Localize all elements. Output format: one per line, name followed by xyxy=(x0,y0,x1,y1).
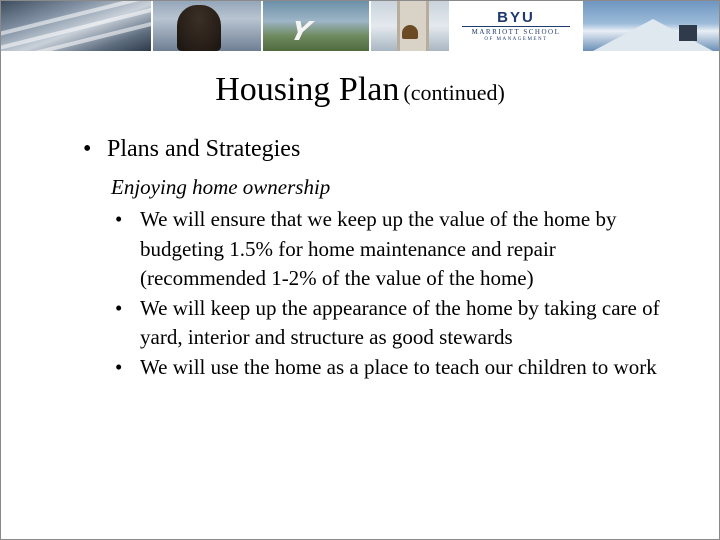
bullet-icon: • xyxy=(83,136,92,162)
slide-title xyxy=(1,71,719,109)
bullet-icon: • xyxy=(115,295,123,320)
bullet-icon: • xyxy=(115,207,123,231)
bullet-list xyxy=(115,205,675,382)
byu-logo xyxy=(451,1,583,51)
title-main: Housing Plan xyxy=(215,71,400,108)
list-item xyxy=(115,294,675,353)
logo-main-text: BYU xyxy=(497,8,535,26)
bullet-text: We will use the home as a place to teach our children to work xyxy=(140,354,657,379)
logo-sub-text: MARRIOTT SCHOOL xyxy=(471,27,561,36)
logo-sub2-text: OF MANAGEMENT xyxy=(484,36,548,42)
bullet-icon: • xyxy=(115,354,123,379)
statue-photo xyxy=(153,1,263,51)
list-item xyxy=(115,205,675,294)
bullet-text: We will keep up the appearance of the home by taking care of yard, interior and structure as good stewards xyxy=(140,295,660,349)
bell-icon xyxy=(402,25,418,39)
bell-tower-photo xyxy=(371,1,451,51)
list-item xyxy=(115,353,675,383)
header-banner xyxy=(1,1,719,51)
level1-text: Plans and Strategies xyxy=(107,136,301,162)
subheading: Enjoying home ownership xyxy=(111,175,331,199)
title-suffix: (continued) xyxy=(403,80,505,105)
y-mountain-photo: Y xyxy=(263,1,371,51)
mountain-photo xyxy=(583,1,719,51)
bullet-text: We will ensure that we keep up the value of the home by budgeting 1.5% for home maintenance and repair (recommended 1-2% of the value of the home) xyxy=(140,207,617,290)
building-photo xyxy=(1,1,153,51)
